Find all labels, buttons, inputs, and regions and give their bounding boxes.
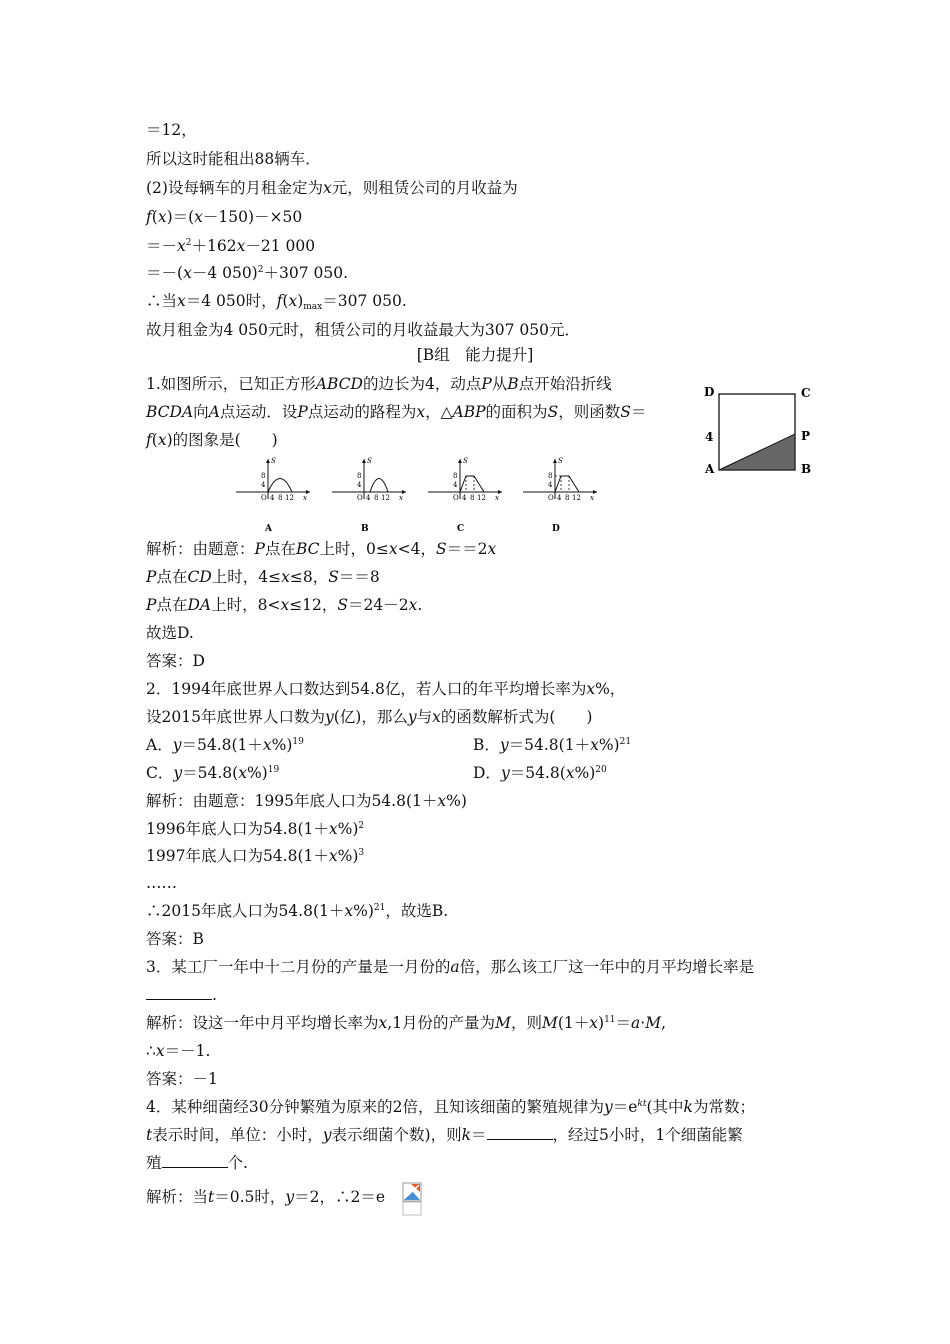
svg-text:4: 4 [357,481,362,489]
option-label-b: B [361,524,369,534]
option-graph-d [519,455,601,535]
label-a: A [705,462,715,476]
answer-1: 答案：D [146,652,205,670]
svg-text:x: x [303,494,307,502]
option-c: C．$y=54.8(x\%)^{19}$ [146,764,280,782]
solution-1: 解析：由题意：P点在BC上时，0≤x<4，S＝＝2x [146,540,497,558]
option-graph-a [232,455,314,535]
solution-3: 解析：设这一年中月平均增长率为x,1月份的产量为M，则$M(1+x)^{11}=a\cdot M$, [146,1014,667,1032]
answer-2: 答案：B [146,930,204,948]
text-line: $=-x^2+162x-21$ 000 [146,237,316,255]
svg-text:4: 4 [270,494,275,502]
svg-text:4: 4 [557,494,562,502]
option-graph-c [424,455,506,535]
text-line: ＝12， [146,121,197,139]
question-3: . [146,985,217,1005]
option-d: D．$y=54.8(x\%)^{20}$ [473,764,607,782]
svg-text:12: 12 [285,494,294,502]
svg-text:4: 4 [548,481,553,489]
question-1: f(x)的图象是( ) [146,431,278,449]
question-4: t表示时间，单位：小时，y表示细菌个数)，则k＝ ，经过5小时，1个细菌能繁 [146,1126,743,1144]
svg-text:12: 12 [572,494,581,502]
label-4: 4 [705,430,714,444]
solution-1: P点在DA上时，8<x≤12，S＝24－2x. [146,596,423,614]
solution-2: 解析：由题意：1995年底人口为54.8(1＋x%) [146,792,467,810]
svg-text:8: 8 [357,472,362,480]
text-line: f(x)＝(x－150)－×50 [146,208,303,226]
svg-text:O: O [548,494,554,502]
svg-text:4: 4 [366,494,371,502]
option-b: B．$y=54.8(1+x\%)^{21}$ [473,736,632,754]
option-label-d: D [552,524,560,534]
svg-text:O: O [357,494,363,502]
text-line: ＝－(x－4 050)$^2$＋307 050. [146,264,348,282]
solution-2: 1997年底人口为$54.8(1+x\%)^3$ [146,847,365,865]
question-2: 设2015年底世界人口数为y(亿)，那么y与x的函数解析式为( ) [146,708,593,726]
label-d: D [704,385,715,399]
svg-text:O: O [453,494,459,502]
solution-2: …… [146,874,177,892]
question-2: 2．1994年底世界人口数达到54.8亿，若人口的年平均增长率为x%， [146,680,626,698]
svg-text:x: x [590,494,594,502]
text-line: 故月租金为4 050元时，租赁公司的月收益最大为307 050元． [146,321,580,339]
label-b: B [801,462,812,476]
question-1: 1.如图所示，已知正方形ABCD的边长为4，动点P从B点开始沿折线 [146,375,612,393]
svg-text:8: 8 [470,494,475,502]
question-3: 3．某工厂一年中十二月份的产量是一月份的a倍，那么该工厂这一年中的月平均增长率是 [146,958,755,976]
svg-text:x: x [399,494,403,502]
option-label-c: C [457,524,465,534]
option-label-a: A [265,524,272,534]
svg-text:12: 12 [381,494,390,502]
svg-text:S: S [558,457,563,465]
answer-3: 答案：－1 [146,1070,218,1088]
label-p: P [801,429,811,443]
svg-text:4: 4 [462,494,467,502]
question-1: BCDA向A点运动．设P点运动的路程为x，△ABP的面积为S，则函数S＝ [146,403,647,421]
solution-3: ∴x＝－1. [146,1042,211,1060]
svg-text:S: S [271,457,276,465]
svg-text:x: x [495,494,499,502]
text-line: (2)设每辆车的月租金定为x元，则租赁公司的月收益为 [146,179,518,197]
square-figure [700,384,820,480]
svg-text:S: S [463,457,468,465]
solution-2: 1996年底人口为$54.8(1+x\%)^2$ [146,820,365,838]
svg-text:4: 4 [261,481,266,489]
option-a: A．$y=54.8(1+x\%)^{19}$ [146,736,304,754]
question-4: 4．某种细菌经30分钟繁殖为原来的2倍，且知该细菌的繁殖规律为$y=e^{kt}$(其中k为常数； [146,1098,755,1116]
svg-text:8: 8 [453,472,458,480]
solution-4: 解析：当t＝0.5时，y＝2，∴2＝e [146,1188,386,1206]
svg-text:8: 8 [548,472,553,480]
text-line: ∴当x＝4 050时，$f(x)_{max}=307$ 050. [146,292,407,312]
broken-image-icon [402,1182,422,1216]
svg-text:12: 12 [477,494,486,502]
label-c: C [801,386,811,400]
svg-text:8: 8 [565,494,570,502]
question-4: 殖 个. [146,1154,248,1172]
option-graph-b [328,455,410,535]
text-line: 所以这时能租出88辆车． [146,150,321,168]
section-title: [B组 能力提升] [416,346,534,364]
svg-text:S: S [367,457,372,465]
svg-text:8: 8 [374,494,379,502]
svg-text:8: 8 [261,472,266,480]
solution-2: ∴2015年底人口为$54.8(1+x\%)^{21}$，故选B. [146,902,449,920]
solution-1: 故选D. [146,624,194,642]
svg-text:4: 4 [453,481,458,489]
solution-1: P点在CD上时，4≤x≤8，S＝＝8 [146,568,380,586]
svg-text:O: O [261,494,267,502]
svg-text:8: 8 [278,494,283,502]
